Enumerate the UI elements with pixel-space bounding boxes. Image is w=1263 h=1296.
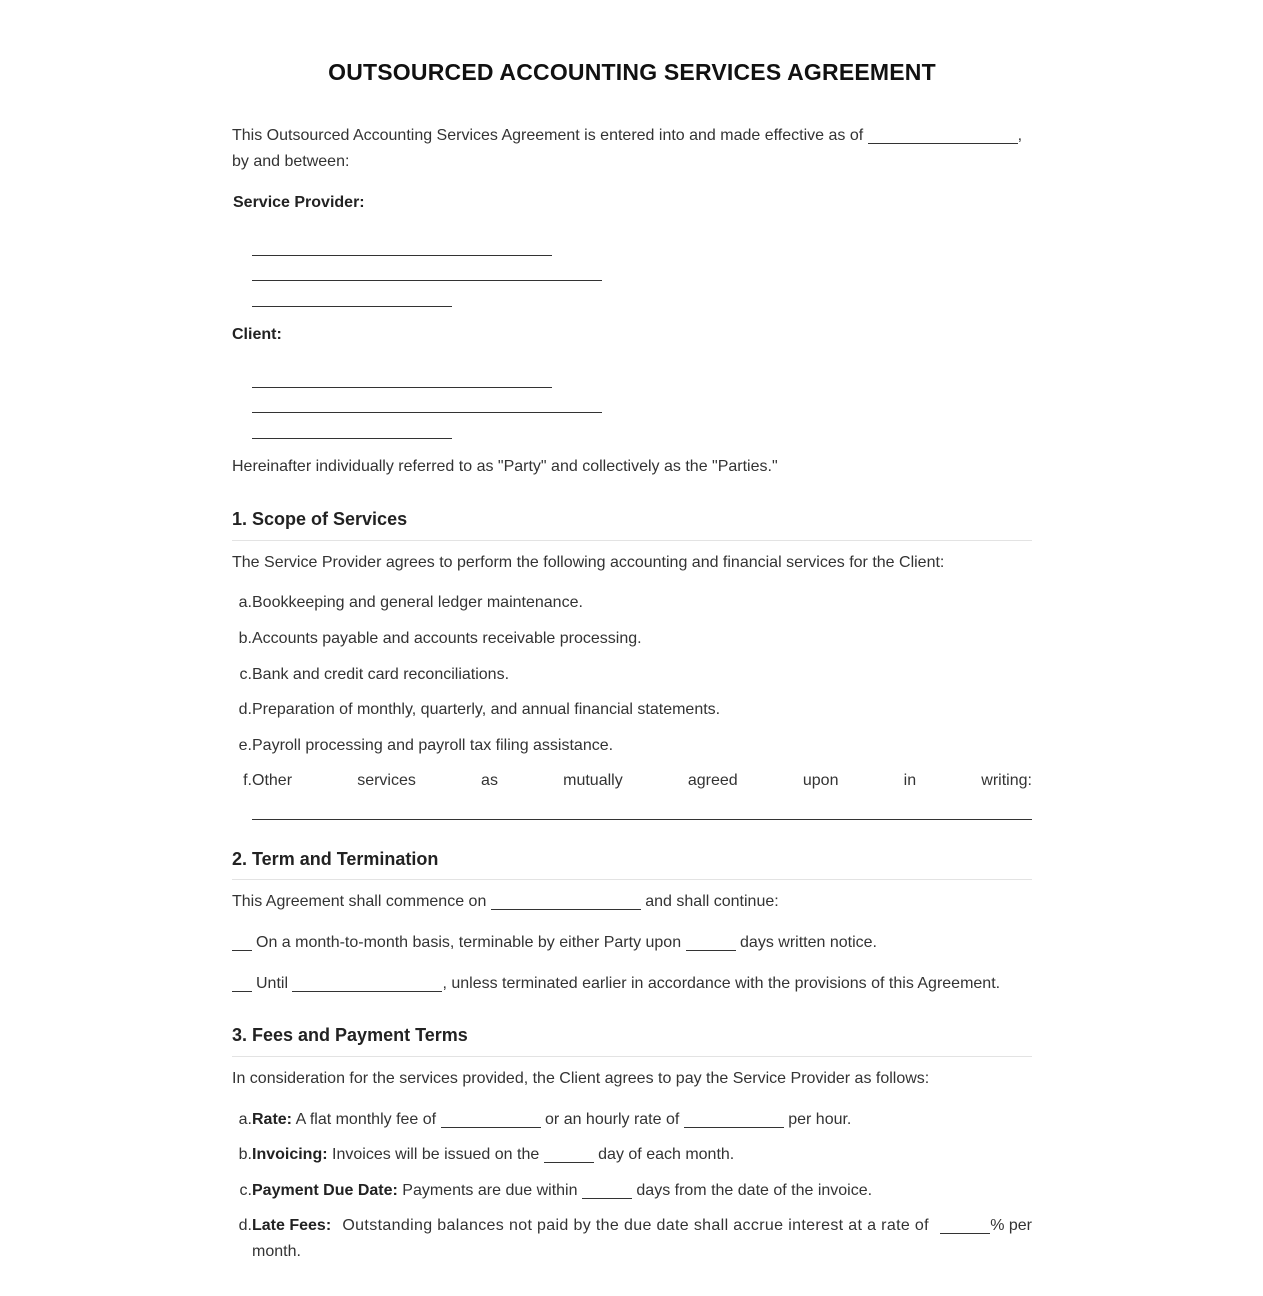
due-days-blank[interactable] <box>582 1198 632 1199</box>
hereinafter-text: Hereinafter individually referred to as "Party" and collectively as the "Parties." <box>232 458 778 475</box>
section-1-divider <box>232 540 1032 541</box>
list-item-other <box>232 768 1032 794</box>
rate-middle: or an hourly rate of <box>545 1111 680 1128</box>
word: in <box>903 772 917 789</box>
rate-after: per hour. <box>788 1111 852 1128</box>
list-marker: e. <box>238 737 252 754</box>
option1-after: days written notice. <box>740 934 877 951</box>
word: services <box>357 772 416 789</box>
list-item <box>232 662 1032 688</box>
fee-item-invoicing <box>232 1142 1032 1168</box>
hourly-rate-blank[interactable] <box>684 1127 784 1128</box>
late-fees-continuation: month. <box>252 1243 301 1260</box>
due-before: Payments are due within <box>402 1182 578 1199</box>
list-item-text: Accounts payable and accounts receivable processing. <box>252 630 642 647</box>
end-date-blank[interactable] <box>292 991 442 992</box>
late-fees-rate-group <box>940 1213 1032 1239</box>
late-fee-rate-blank[interactable] <box>940 1233 990 1234</box>
other-services-blank[interactable] <box>252 819 1032 820</box>
client-name-line[interactable] <box>252 387 552 388</box>
list-item-text: Bank and credit card reconciliations. <box>252 666 510 683</box>
document-title: OUTSOURCED ACCOUNTING SERVICES AGREEMENT <box>328 59 936 85</box>
client-label: Client: <box>232 326 282 343</box>
list-marker: c. <box>239 666 252 683</box>
word: mutually <box>563 772 623 789</box>
section-1-heading: 1. Scope of Services <box>232 509 408 529</box>
term-option-until <box>232 971 1000 997</box>
due-after: days from the date of the invoice. <box>636 1182 873 1199</box>
intro-continuation: by and between: <box>232 153 350 170</box>
list-item <box>232 626 1032 652</box>
monthly-fee-blank[interactable] <box>441 1127 541 1128</box>
fee-item-label: Payment Due Date: <box>252 1182 398 1199</box>
until-checkbox-blank[interactable] <box>232 991 252 992</box>
intro-comma: , <box>1017 127 1023 144</box>
word: as <box>481 772 498 789</box>
fee-item-text <box>252 1178 1032 1204</box>
list-marker: a. <box>238 1111 252 1128</box>
list-item <box>232 697 1032 723</box>
service-provider-city-line[interactable] <box>252 306 452 307</box>
fee-item-text <box>252 1142 1032 1168</box>
section-2-heading: 2. Term and Termination <box>232 849 439 869</box>
service-provider-address-line[interactable] <box>252 280 602 281</box>
word: writing: <box>981 772 1032 789</box>
service-provider-name-line[interactable] <box>252 255 552 256</box>
service-provider-label: Service Provider: <box>233 194 365 211</box>
option2-before: Until <box>256 975 289 992</box>
commence-after: and shall continue: <box>645 893 779 910</box>
late-fees-after: % per <box>990 1217 1032 1234</box>
section-3-heading: 3. Fees and Payment Terms <box>232 1025 468 1045</box>
section-3-intro: In consideration for the services provided, the Client agrees to pay the Service Provider as follows: <box>232 1070 930 1087</box>
notice-days-blank[interactable] <box>686 950 736 951</box>
list-item-text: Payroll processing and payroll tax filing assistance. <box>252 737 614 754</box>
late-fees-before: Outstanding balances not paid by the due date shall accrue interest at a rate of <box>342 1217 929 1234</box>
list-marker: d. <box>238 701 252 718</box>
list-marker: b. <box>238 1146 252 1163</box>
list-item-text: Bookkeeping and general ledger maintenance. <box>252 594 583 611</box>
rate-before: A flat monthly fee of <box>295 1111 437 1128</box>
list-marker: f. <box>243 772 252 789</box>
fee-item-rate <box>232 1107 1032 1133</box>
client-address-line[interactable] <box>252 412 602 413</box>
fee-item-label: Late Fees: <box>252 1217 332 1234</box>
section-1-intro: The Service Provider agrees to perform the following accounting and financial services for the Client: <box>232 554 945 571</box>
late-fees-line <box>252 1213 1032 1239</box>
list-marker: b. <box>238 630 252 647</box>
commencement-date-blank[interactable] <box>491 909 641 910</box>
term-option-month-to-month <box>232 930 877 956</box>
effective-date-blank[interactable] <box>868 143 1018 144</box>
list-marker: d. <box>238 1217 252 1234</box>
option2-after: , unless terminated earlier in accordance with the provisions of this Agreement. <box>442 975 1001 992</box>
invoice-day-blank[interactable] <box>544 1162 594 1163</box>
word: upon <box>802 772 839 789</box>
list-marker: c. <box>239 1182 252 1199</box>
commence-line <box>232 889 779 915</box>
client-city-line[interactable] <box>252 438 452 439</box>
month-to-month-checkbox-blank[interactable] <box>232 950 252 951</box>
intro-paragraph <box>232 123 1032 149</box>
fee-item-text <box>252 1107 1032 1133</box>
word: agreed <box>687 772 738 789</box>
invoicing-after: day of each month. <box>598 1146 735 1163</box>
list-item-text: Preparation of monthly, quarterly, and annual financial statements. <box>252 701 721 718</box>
section-2-divider <box>232 879 1032 880</box>
fee-item-due-date <box>232 1178 1032 1204</box>
list-item <box>232 590 1032 616</box>
fee-item-label: Invoicing: <box>252 1146 328 1163</box>
commence-before: This Agreement shall commence on <box>232 893 487 910</box>
list-item <box>232 733 1032 759</box>
section-3-divider <box>232 1056 1032 1057</box>
word: Other <box>252 772 293 789</box>
list-item-other-text <box>252 768 1032 794</box>
option1-before: On a month-to-month basis, terminable by either Party upon <box>256 934 682 951</box>
fee-item-late-fees <box>232 1213 1032 1239</box>
list-marker: a. <box>238 594 252 611</box>
intro-text: This Outsourced Accounting Services Agreement is entered into and made effective as of <box>232 127 864 144</box>
fee-item-label: Rate: <box>252 1111 293 1128</box>
invoicing-before: Invoices will be issued on the <box>332 1146 540 1163</box>
